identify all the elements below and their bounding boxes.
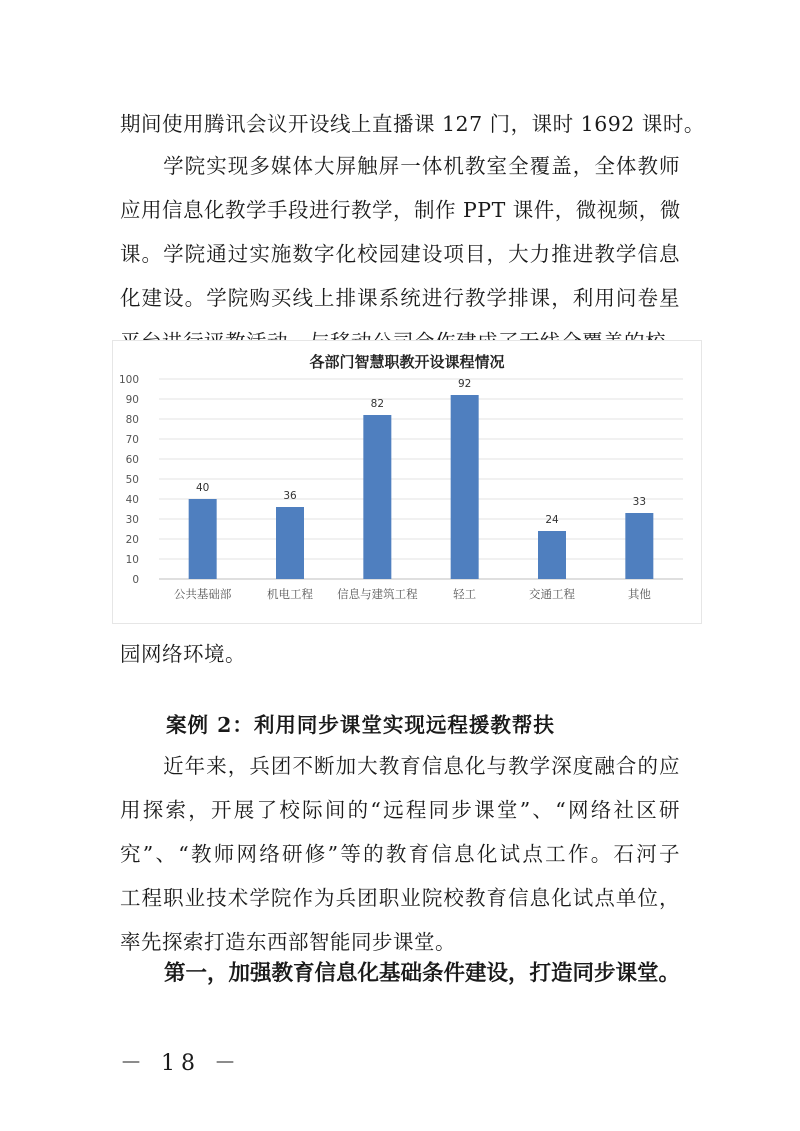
text-line: 期间使用腾讯会议开设线上直播课 127 门，课时 1692 课时。	[120, 112, 705, 136]
paragraph-network-end	[120, 632, 680, 676]
y-tick-label: 50	[125, 474, 139, 486]
text-line: 用探索，开展了校际间的“远程同步课堂”、“网络社区研	[120, 798, 680, 822]
data-label: 82	[370, 398, 385, 410]
y-tick-label: 10	[125, 554, 139, 566]
text-line: 近年来，兵团不断加大教育信息化与教学深度融合的应	[120, 754, 680, 778]
data-label: 92	[457, 378, 472, 390]
data-label: 33	[632, 496, 647, 508]
text-line: 率先探索打造东西部智能同步课堂。	[120, 930, 456, 954]
y-tick-label: 70	[125, 434, 139, 446]
category-label: 交通工程	[529, 587, 575, 601]
category-label: 信息与建筑工程	[337, 587, 418, 601]
category-label: 机电工程	[267, 587, 313, 601]
bar	[451, 395, 479, 579]
paragraph-sync-classroom	[120, 744, 680, 964]
y-tick-label: 60	[125, 454, 139, 466]
bar	[363, 415, 391, 579]
text-line: 化建设。学院购买线上排课系统进行教学排课，利用问卷星	[120, 286, 680, 310]
data-label: 24	[545, 514, 559, 526]
paragraph-intro	[120, 102, 705, 146]
paragraph-multimedia	[120, 144, 680, 364]
y-tick-label: 20	[125, 534, 139, 546]
case-heading: 案例 2：利用同步课堂实现远程援教帮扶	[166, 713, 555, 737]
text-line: 园网络环境。	[120, 642, 246, 666]
text-line: 课。学院通过实施数字化校园建设项目，大力推进教学信息	[120, 242, 680, 266]
text-line: 究”、“教师网络研修”等的教育信息化试点工作。石河子	[120, 842, 680, 866]
y-tick-label: 90	[125, 394, 139, 406]
page-number: － 18 －	[120, 1051, 242, 1076]
chart-title: 各部门智慧职教开设课程情况	[309, 353, 505, 371]
data-label: 40	[195, 482, 210, 494]
category-label: 公共基础部	[173, 587, 232, 601]
bar-chart	[112, 340, 702, 624]
category-label: 其他	[627, 587, 651, 601]
chart-svg	[113, 341, 701, 623]
section-heading: 第一，加强教育信息化基础条件建设，打造同步课堂。	[164, 961, 681, 986]
bar	[189, 499, 217, 579]
text-line: 应用信息化教学手段进行教学，制作 PPT 课件，微视频，微	[120, 198, 681, 222]
y-tick-label: 40	[125, 494, 139, 506]
text-line: 学院实现多媒体大屏触屏一体机教室全覆盖，全体教师	[120, 154, 680, 178]
y-tick-label: 30	[125, 514, 139, 526]
y-tick-label: 100	[118, 374, 139, 386]
bar	[625, 513, 653, 579]
y-tick-label: 80	[125, 414, 139, 426]
category-label: 轻工	[453, 587, 477, 601]
bar	[276, 507, 304, 579]
bar	[538, 531, 566, 579]
y-tick-label: 0	[132, 574, 139, 586]
data-label: 36	[283, 490, 297, 502]
text-line: 工程职业技术学院作为兵团职业院校教育信息化试点单位，	[120, 886, 680, 910]
